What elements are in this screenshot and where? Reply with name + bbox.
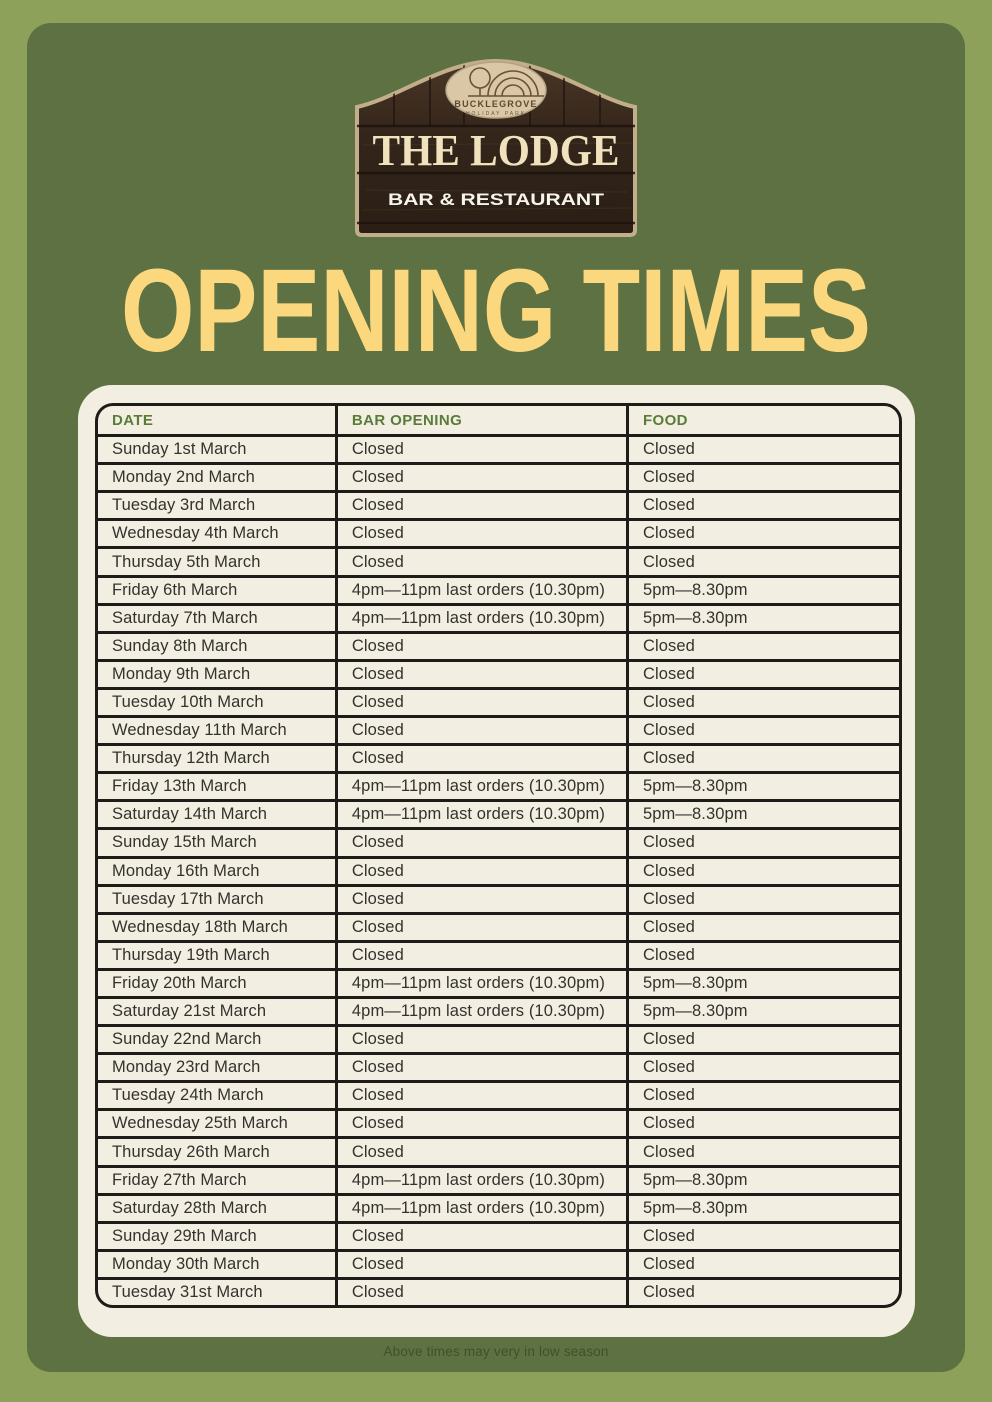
date-cell: Wednesday 18th March [112, 917, 288, 936]
bar-cell: Closed [335, 746, 626, 771]
food-cell: Closed [626, 437, 899, 462]
date-cell: Thursday 12th March [112, 749, 270, 768]
date-cell: Friday 13th March [112, 777, 247, 796]
table-row [98, 1165, 899, 1193]
bar-cell: 4pm—11pm last orders (10.30pm) [335, 971, 626, 996]
badge-park-subtitle: HOLIDAY PARK [465, 111, 527, 117]
table-row [98, 715, 899, 743]
table-row [98, 490, 899, 518]
food-cell: Closed [626, 746, 899, 771]
date-cell: Wednesday 4th March [112, 524, 279, 543]
date-cell: Tuesday 17th March [112, 889, 264, 908]
date-cell: Sunday 22nd March [112, 1030, 262, 1049]
food-cell: 5pm—8.30pm [626, 774, 899, 799]
table-row [98, 968, 899, 996]
bar-cell: Closed [335, 437, 626, 462]
food-cell: Closed [626, 465, 899, 490]
bar-cell: 4pm—11pm last orders (10.30pm) [335, 774, 626, 799]
date-cell: Monday 9th March [112, 664, 251, 683]
food-cell: Closed [626, 1055, 899, 1080]
food-cell: Closed [626, 549, 899, 574]
bar-cell: Closed [335, 1139, 626, 1164]
table-row [98, 546, 899, 574]
table-row [98, 462, 899, 490]
bar-cell: Closed [335, 1224, 626, 1249]
date-cell: Friday 27th March [112, 1170, 247, 1189]
date-cell: Friday 6th March [112, 580, 238, 599]
bar-cell: Closed [335, 1055, 626, 1080]
date-cell: Monday 30th March [112, 1254, 260, 1273]
bar-cell: Closed [335, 887, 626, 912]
table-row [98, 799, 899, 827]
badge-park-name: BUCKLEGROVE [454, 99, 538, 109]
food-cell: 5pm—8.30pm [626, 971, 899, 996]
table-row [98, 1080, 899, 1108]
table-header-row [98, 406, 899, 434]
bar-cell: 4pm—11pm last orders (10.30pm) [335, 802, 626, 827]
date-cell: Saturday 28th March [112, 1198, 268, 1217]
bar-cell: 4pm—11pm last orders (10.30pm) [335, 1168, 626, 1193]
food-cell: Closed [626, 859, 899, 884]
bar-cell: Closed [335, 915, 626, 940]
table-row [98, 1108, 899, 1136]
times-card [78, 385, 915, 1337]
header-food: FOOD [626, 406, 899, 434]
table-row [98, 659, 899, 687]
food-cell: Closed [626, 1027, 899, 1052]
date-cell: Wednesday 11th March [112, 721, 287, 740]
date-cell: Tuesday 31st March [112, 1282, 263, 1301]
food-cell: Closed [626, 493, 899, 518]
table-row [98, 1277, 899, 1305]
table-row [98, 827, 899, 855]
bar-cell: Closed [335, 521, 626, 546]
bar-cell: Closed [335, 1280, 626, 1305]
date-cell: Saturday 7th March [112, 608, 258, 627]
date-cell: Thursday 19th March [112, 945, 270, 964]
bar-cell: Closed [335, 859, 626, 884]
table-row [98, 884, 899, 912]
table-row [98, 912, 899, 940]
header-date: DATE [112, 411, 154, 429]
opening-times-table [95, 403, 902, 1308]
food-cell: Closed [626, 1280, 899, 1305]
bar-cell: Closed [335, 1027, 626, 1052]
food-cell: Closed [626, 1083, 899, 1108]
bar-cell: Closed [335, 1111, 626, 1136]
table-row [98, 1052, 899, 1080]
date-cell: Sunday 8th March [112, 636, 248, 655]
bar-cell: 4pm—11pm last orders (10.30pm) [335, 578, 626, 603]
food-cell: Closed [626, 662, 899, 687]
date-cell: Tuesday 10th March [112, 693, 264, 711]
date-cell: Thursday 26th March [112, 1142, 270, 1161]
food-cell: Closed [626, 1111, 899, 1136]
bar-cell: Closed [335, 465, 626, 490]
food-cell: 5pm—8.30pm [626, 1196, 899, 1221]
table-row [98, 1221, 899, 1249]
date-cell: Sunday 29th March [112, 1226, 257, 1245]
table-row [98, 603, 899, 631]
table-row [98, 1136, 899, 1164]
food-cell: Closed [626, 1224, 899, 1249]
table-row [98, 771, 899, 799]
food-cell: 5pm—8.30pm [626, 1168, 899, 1193]
date-cell: Tuesday 24th March [112, 1086, 264, 1105]
page-title: OPENING TIMES [120, 245, 872, 377]
food-cell: 5pm—8.30pm [626, 578, 899, 603]
bar-cell: 4pm—11pm last orders (10.30pm) [335, 1196, 626, 1221]
food-cell: Closed [626, 887, 899, 912]
bar-cell: 4pm—11pm last orders (10.30pm) [335, 999, 626, 1024]
date-cell: Thursday 5th March [112, 552, 261, 571]
bar-cell: Closed [335, 549, 626, 574]
food-cell: Closed [626, 915, 899, 940]
food-cell: 5pm—8.30pm [626, 606, 899, 631]
sign-title: THE LODGE [372, 126, 620, 175]
bar-cell: Closed [335, 830, 626, 855]
date-cell: Sunday 15th March [112, 833, 257, 852]
table-row [98, 856, 899, 884]
footer-note: Above times may very in low season [383, 1344, 609, 1359]
date-cell: Monday 16th March [112, 861, 260, 880]
header-bar-opening: BAR OPENING [335, 406, 626, 434]
date-cell: Saturday 21st March [112, 1002, 267, 1021]
table-row [98, 575, 899, 603]
bar-cell: Closed [335, 662, 626, 687]
bar-cell: Closed [335, 1083, 626, 1108]
table-row [98, 996, 899, 1024]
food-cell: 5pm—8.30pm [626, 802, 899, 827]
food-cell: Closed [626, 1139, 899, 1164]
table-row [98, 1024, 899, 1052]
bar-cell: Closed [335, 493, 626, 518]
bar-cell: Closed [335, 1252, 626, 1277]
food-cell: Closed [626, 521, 899, 546]
food-cell: Closed [626, 830, 899, 855]
food-cell: 5pm—8.30pm [626, 999, 899, 1024]
food-cell: Closed [626, 1252, 899, 1277]
table-row [98, 687, 899, 715]
lodge-sign-logo [352, 50, 640, 238]
bar-cell: Closed [335, 943, 626, 968]
bar-cell: Closed [335, 690, 626, 715]
bar-cell: Closed [335, 634, 626, 659]
bar-cell: Closed [335, 718, 626, 743]
food-cell: Closed [626, 690, 899, 715]
date-cell: Monday 2nd March [112, 468, 255, 487]
wooden-sign-icon [352, 50, 640, 238]
date-cell: Wednesday 25th March [112, 1114, 288, 1133]
bucklegrove-badge-icon [446, 62, 546, 118]
date-cell: Saturday 14th March [112, 805, 268, 824]
table-row [98, 1249, 899, 1277]
bar-cell: 4pm—11pm last orders (10.30pm) [335, 606, 626, 631]
table-row [98, 940, 899, 968]
date-cell: Sunday 1st March [112, 440, 247, 459]
food-cell: Closed [626, 634, 899, 659]
date-cell: Friday 20th March [112, 973, 247, 992]
table-row [98, 631, 899, 659]
table-row [98, 743, 899, 771]
date-cell: Tuesday 3rd March [112, 496, 256, 515]
table-row [98, 1193, 899, 1221]
date-cell: Monday 23rd March [112, 1058, 261, 1077]
sign-subtitle: BAR & RESTAURANT [388, 190, 605, 209]
table-row [98, 518, 899, 546]
food-cell: Closed [626, 943, 899, 968]
table-row [98, 434, 899, 462]
food-cell: Closed [626, 718, 899, 743]
